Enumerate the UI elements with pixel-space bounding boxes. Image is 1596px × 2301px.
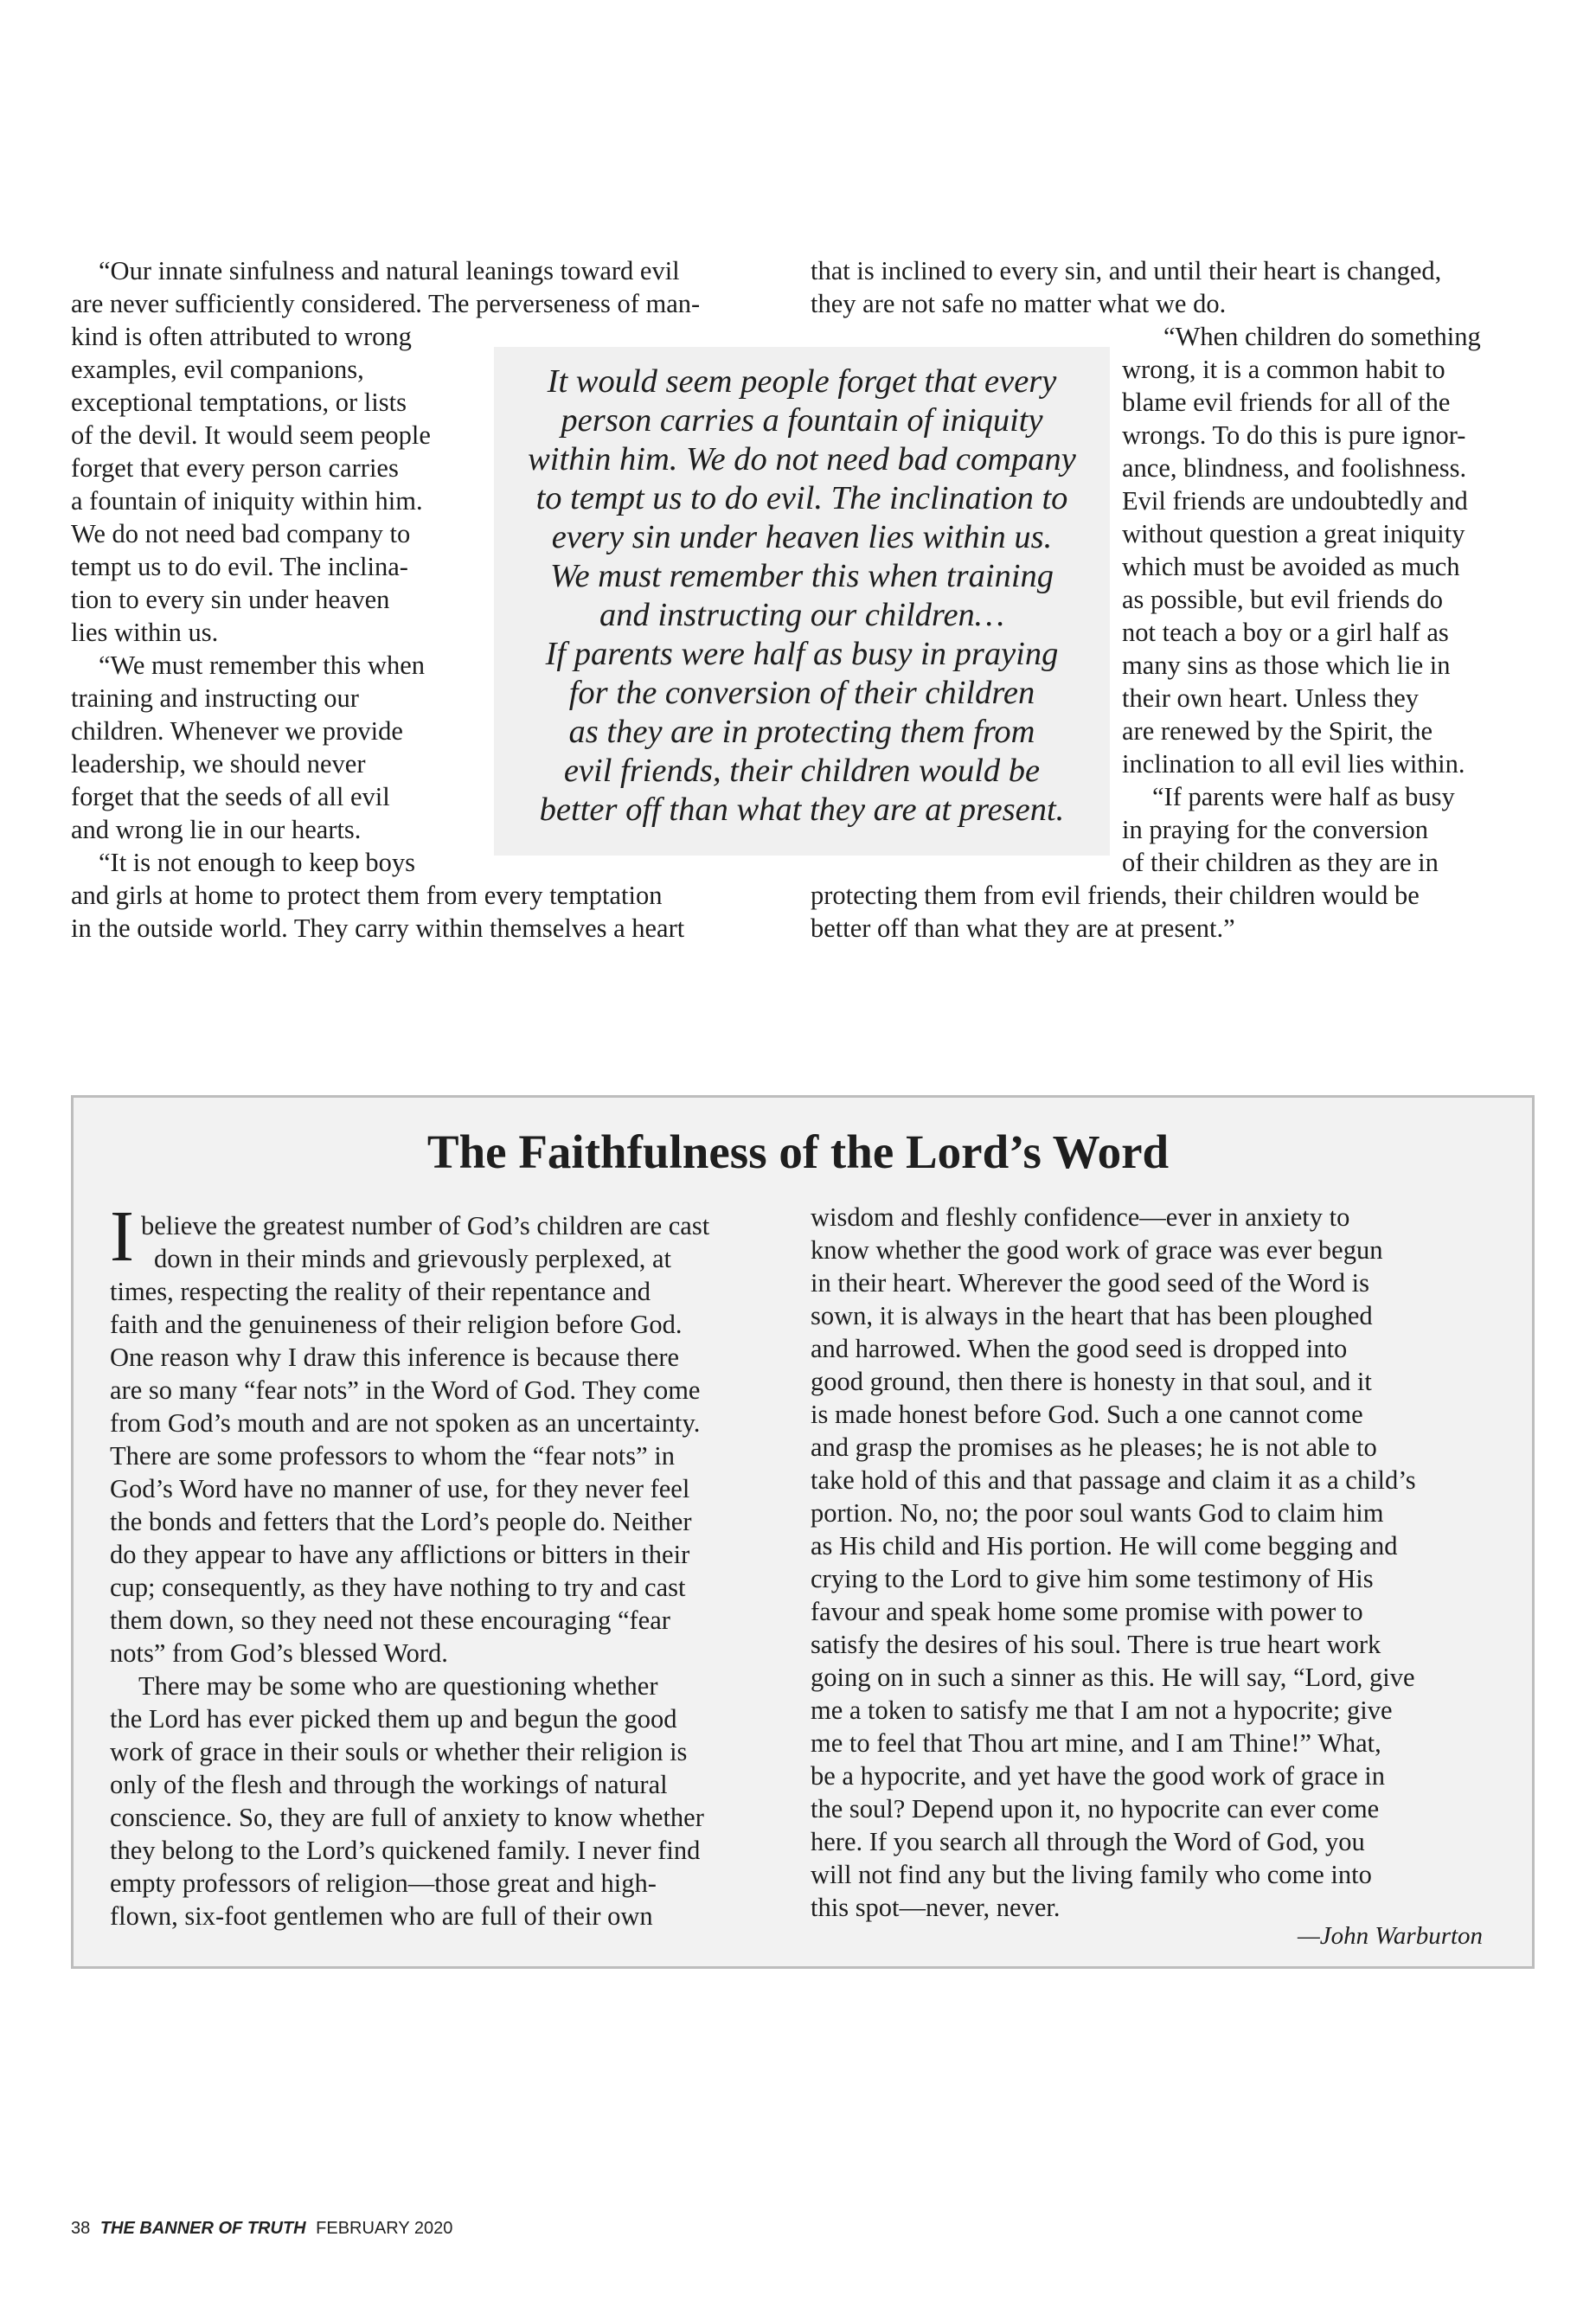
article-line: ance, blindness, and foolishness. (1122, 453, 1467, 483)
sidebar-line: One reason why I draw this inference is because there (110, 1343, 680, 1372)
sidebar-line: me to feel that Thou art mine, and I am Thine!” What, (811, 1728, 1381, 1758)
sidebar-line: flown, six-foot gentlemen who are full of their own (110, 1901, 653, 1931)
sidebar-line: empty professors of religion—those great and high- (110, 1868, 657, 1898)
sidebar-line: wisdom and fleshly confidence—ever in anxiety to (811, 1202, 1350, 1232)
pull-quote-line: If parents were half as busy in praying (545, 636, 1059, 672)
article-line: protecting them from evil friends, their children would be (811, 881, 1420, 910)
sidebar-title: The Faithfulness of the Lord’s Word (426, 1125, 1170, 1178)
sidebar-line: and grasp the promises as he pleases; he is not able to (811, 1433, 1377, 1462)
article-line: which must be avoided as much (1122, 552, 1460, 581)
article-line: forget that every person carries (71, 453, 399, 483)
publication-name: THE BANNER OF TRUTH (99, 2219, 306, 2238)
article-line: inclination to all evil lies within. (1122, 749, 1465, 779)
sidebar-line: they belong to the Lord’s quickened family. I never find (110, 1836, 701, 1865)
sidebar-line: only of the flesh and through the workings of natural (110, 1770, 668, 1799)
sidebar-line: here. If you search all through the Word of God, you (811, 1827, 1365, 1856)
sidebar-line: satisfy the desires of his soul. There is true heart work (811, 1630, 1381, 1659)
sidebar-line: conscience. So, they are full of anxiety to know whether (110, 1803, 704, 1832)
article-line: many sins as those which lie in (1122, 651, 1451, 680)
article-line: tion to every sin under heaven (71, 585, 390, 614)
sidebar-line: There are some professors to whom the “fear nots” in (110, 1441, 675, 1471)
pull-quote-line: evil friends, their children would be (563, 753, 1041, 789)
sidebar-line: from God’s mouth and are not spoken as an uncertainty. (110, 1408, 701, 1438)
article-line: are renewed by the Spirit, the (1122, 716, 1433, 746)
article-line: training and instructing our (71, 683, 359, 713)
article-line: and girls at home to protect them from every temptation (71, 881, 663, 910)
drop-cap: I (110, 1196, 134, 1277)
sidebar-line: the soul? Depend upon it, no hypocrite can ever come (811, 1794, 1380, 1823)
article-line: not teach a boy or a girl half as (1122, 618, 1449, 647)
pull-quote-line: as they are in protecting them from (568, 714, 1035, 750)
pull-quote-line: every sin under heaven lies within us. (551, 519, 1053, 555)
article-line: Evil friends are undoubtedly and (1122, 486, 1468, 516)
pull-quote-line: We must remember this when training (549, 558, 1054, 594)
sidebar-line: favour and speak home some promise with power to (811, 1597, 1363, 1626)
article-line: of the devil. It would seem people (71, 420, 431, 450)
sidebar-line: are so many “fear nots” in the Word of God. They come (110, 1375, 701, 1405)
article-line: kind is often attributed to wrong (71, 322, 412, 351)
sidebar-line: do they appear to have any afflictions or bitters in their (110, 1540, 690, 1569)
sidebar-line: believe the greatest number of God’s children are cast (141, 1211, 710, 1240)
sidebar-line: me a token to satisfy me that I am not a hypocrite; give (811, 1695, 1393, 1725)
sidebar-line: crying to the Lord to give him some testimony of His (811, 1564, 1374, 1593)
sidebar-line: faith and the genuineness of their religion before God. (110, 1310, 683, 1339)
article-line: “It is not enough to keep boys (99, 848, 415, 877)
article-line: wrongs. To do this is pure ignor- (1122, 420, 1466, 450)
article-line: better off than what they are at present.” (811, 913, 1235, 943)
sidebar-line: good ground, then there is honesty in that soul, and it (811, 1367, 1372, 1396)
pull-quote-line: It would seem people forget that every (547, 363, 1057, 400)
article-line: of their children as they are in (1122, 848, 1439, 877)
sidebar-line: take hold of this and that passage and claim it as a child’s (811, 1465, 1416, 1495)
sidebar-line: God’s Word have no manner of use, for they never feel (110, 1474, 690, 1503)
pull-quote-line: within him. We do not need bad company (528, 441, 1076, 478)
sidebar-line: and harrowed. When the good seed is dropped into (811, 1334, 1348, 1363)
article-line: forget that the seeds of all evil (71, 782, 390, 811)
article-line: a fountain of iniquity within him. (71, 486, 423, 516)
article-line: lies within us. (71, 618, 219, 647)
article-line: wrong, it is a common habit to (1122, 355, 1445, 384)
sidebar-line: cup; consequently, as they have nothing to try and cast (110, 1573, 686, 1602)
sidebar-line: the Lord has ever picked them up and begun the good (110, 1704, 677, 1734)
sidebar-line: as His child and His portion. He will come begging and (811, 1531, 1398, 1561)
sidebar-line: nots” from God’s blessed Word. (110, 1638, 448, 1668)
sidebar-line: the bonds and fetters that the Lord’s people do. Neither (110, 1507, 692, 1536)
article-line: examples, evil companions, (71, 355, 364, 384)
article-line: that is inclined to every sin, and until their heart is changed, (811, 256, 1442, 285)
author-byline: —John Warburton (1298, 1922, 1484, 1950)
article-line: in the outside world. They carry within themselves a heart (71, 913, 685, 943)
pull-quote-line: person carries a fountain of iniquity (561, 402, 1043, 439)
article-line: “When children do something (1163, 322, 1481, 351)
article-line: leadership, we should never (71, 749, 366, 779)
article-line: “If parents were half as busy (1152, 782, 1455, 811)
page-number: 38 (71, 2219, 91, 2238)
pull-quote-line: for the conversion of their children (568, 675, 1035, 711)
sidebar-line: them down, so they need not these encouraging “fear (110, 1606, 670, 1635)
article-line: are never sufficiently considered. The perverseness of man- (71, 289, 701, 318)
pull-quote-line: better off than what they are at present. (539, 792, 1065, 828)
article-line: as possible, but evil friends do (1122, 585, 1444, 614)
sidebar-line: There may be some who are questioning whether (138, 1671, 658, 1701)
article-line: children. Whenever we provide (71, 716, 403, 746)
article-line: “We must remember this when (99, 651, 425, 680)
article-line: and wrong lie in our hearts. (71, 815, 362, 844)
pull-quote-line: and instructing our children… (599, 597, 1005, 633)
sidebar-line: know whether the good work of grace was ever begun (811, 1235, 1383, 1265)
page-footer (71, 2217, 452, 2240)
article-line: exceptional temptations, or lists (71, 388, 407, 417)
sidebar-line: will not find any but the living family who come into (811, 1860, 1372, 1889)
article-line: their own heart. Unless they (1122, 683, 1420, 713)
sidebar-line: in their heart. Wherever the good seed of the Word is (811, 1268, 1370, 1298)
article-line: We do not need bad company to (71, 519, 411, 548)
article-line: without question a great iniquity (1122, 519, 1465, 548)
sidebar-line: portion. No, no; the poor soul wants God to claim him (811, 1498, 1384, 1528)
sidebar-line: is made honest before God. Such a one cannot come (811, 1400, 1363, 1429)
sidebar-line: going on in such a sinner as this. He will say, “Lord, give (811, 1663, 1415, 1692)
pull-quote-line: to tempt us to do evil. The inclination to (535, 480, 1068, 516)
sidebar-line: be a hypocrite, and yet have the good work of grace in (811, 1761, 1385, 1791)
article-line: tempt us to do evil. The inclina- (71, 552, 408, 581)
sidebar-line: down in their minds and grievously perplexed, at (154, 1244, 672, 1273)
issue-date: FEBRUARY 2020 (316, 2219, 453, 2238)
sidebar-line: sown, it is always in the heart that has been ploughed (811, 1301, 1373, 1330)
article-line: “Our innate sinfulness and natural leanings toward evil (99, 256, 680, 285)
article-line: in praying for the conversion (1122, 815, 1429, 844)
article-line: they are not safe no matter what we do. (811, 289, 1227, 318)
sidebar-line: this spot—never, never. (811, 1893, 1061, 1922)
sidebar-line: times, respecting the reality of their repentance and (110, 1277, 651, 1306)
article-line: blame evil friends for all of the (1122, 388, 1451, 417)
sidebar-line: work of grace in their souls or whether their religion is (110, 1737, 688, 1766)
